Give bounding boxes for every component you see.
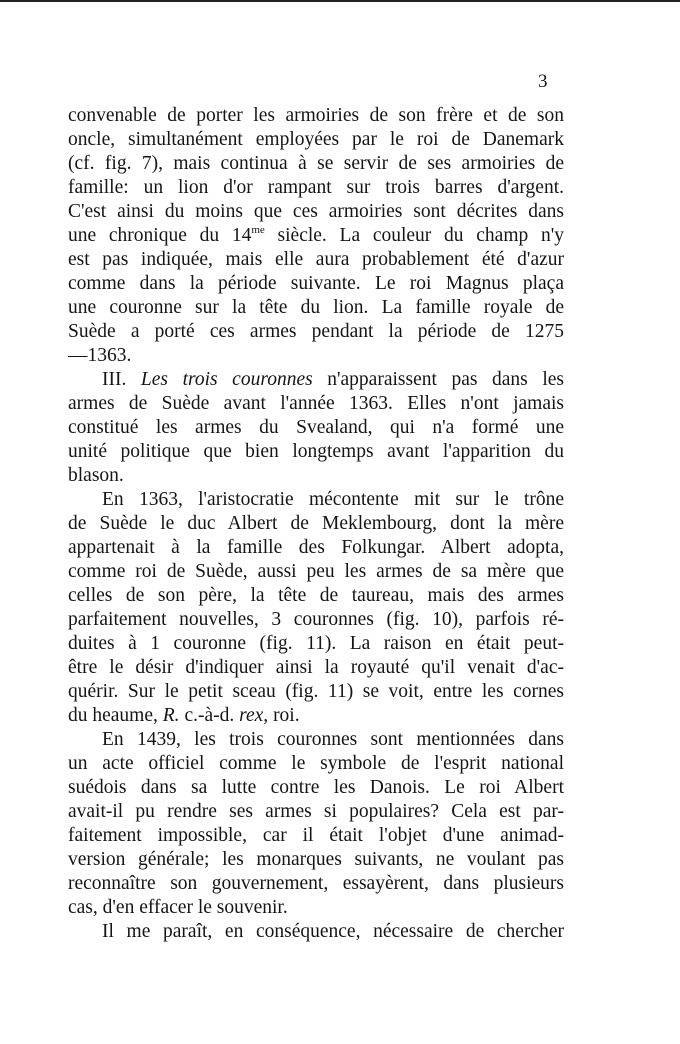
text-line: convenable de porter les armoiries de son frère et de son — [68, 105, 564, 126]
text-line — [68, 704, 300, 728]
italic-phrase: R. — [162, 705, 180, 726]
text-line — [68, 224, 564, 248]
line-segment: une chronique du 14 — [68, 225, 252, 246]
text-line: cas, d'en effacer le souvenir. — [68, 897, 288, 918]
text-line — [102, 368, 564, 392]
text-line: avait-il pu rendre ses armes si populaires? Cela est par- — [68, 801, 564, 822]
text-line: C'est ainsi du moins que ces armoiries sont décrites dans — [68, 201, 564, 222]
italic-phrase: Les trois couronnes — [140, 369, 313, 390]
text-line: blason. — [68, 465, 124, 486]
superscript: me — [251, 224, 265, 236]
line-segment: III. — [102, 369, 141, 390]
text-line: reconnaître son gouvernement, essayèrent, dans plusieurs — [68, 873, 564, 894]
text-line: Il me paraît, en conséquence, nécessaire de chercher — [102, 921, 564, 942]
text-line: armes de Suède avant l'année 1363. Elles n'ont jamais — [68, 393, 564, 414]
line-segment: c.-à-d. — [179, 705, 240, 726]
text-line: constitué les armes du Svealand, qui n'a formé une — [68, 417, 564, 438]
text-line: quérir. Sur le petit sceau (fig. 11) se voit, entre les cornes — [68, 681, 564, 702]
text-line: En 1363, l'aristocratie mécontente mit sur le trône — [102, 489, 564, 510]
text-line: suédois dans sa lutte contre les Danois. Le roi Albert — [68, 777, 564, 798]
text-line: duites à 1 couronne (fig. 11). La raison en était peut- — [68, 633, 564, 654]
text-line: version générale; les monarques suivants, ne voulant pas — [68, 849, 564, 870]
text-line: de Suède le duc Albert de Meklembourg, dont la mère — [68, 513, 564, 534]
text-line: comme roi de Suède, aussi peu les armes de sa mère que — [68, 561, 564, 582]
text-line: —1363. — [68, 345, 132, 366]
text-line: comme dans la période suivante. Le roi Magnus plaça — [68, 273, 564, 294]
line-segment: roi. — [268, 705, 300, 726]
italic-phrase: rex, — [239, 705, 269, 726]
text-line: oncle, simultanément employées par le roi de Danemark — [68, 129, 564, 150]
line-segment: siècle. La couleur du champ n'y — [264, 225, 564, 246]
text-line: En 1439, les trois couronnes sont mentionnées dans — [102, 729, 564, 750]
text-line: celles de son père, la tête de taureau, mais des armes — [68, 585, 564, 606]
text-line: faitement impossible, car il était l'objet d'une animad- — [68, 825, 564, 846]
text-line: être le désir d'indiquer ainsi la royauté qu'il venait d'ac- — [68, 657, 564, 678]
text-line: un acte officiel comme le symbole de l'esprit national — [68, 753, 564, 774]
line-segment: n'apparaissent pas dans les — [312, 369, 564, 390]
text-line: parfaitement nouvelles, 3 couronnes (fig. 10), parfois ré- — [68, 609, 564, 630]
text-line: Suède a porté ces armes pendant la période de 1275 — [68, 321, 564, 342]
page-number: 3 — [538, 71, 548, 92]
top-border — [0, 0, 680, 2]
text-line: est pas indiquée, mais elle aura probablement été d'azur — [68, 249, 564, 270]
line-segment: du heaume, — [68, 705, 163, 726]
text-line: appartenait à la famille des Folkungar. Albert adopta, — [68, 537, 564, 558]
text-line: unité politique que bien longtemps avant l'apparition du — [68, 441, 564, 462]
text-line: une couronne sur la tête du lion. La famille royale de — [68, 297, 564, 318]
text-line: famille: un lion d'or rampant sur trois barres d'argent. — [68, 177, 564, 198]
text-line: (cf. fig. 7), mais continua à se servir de ses armoiries de — [68, 153, 564, 174]
